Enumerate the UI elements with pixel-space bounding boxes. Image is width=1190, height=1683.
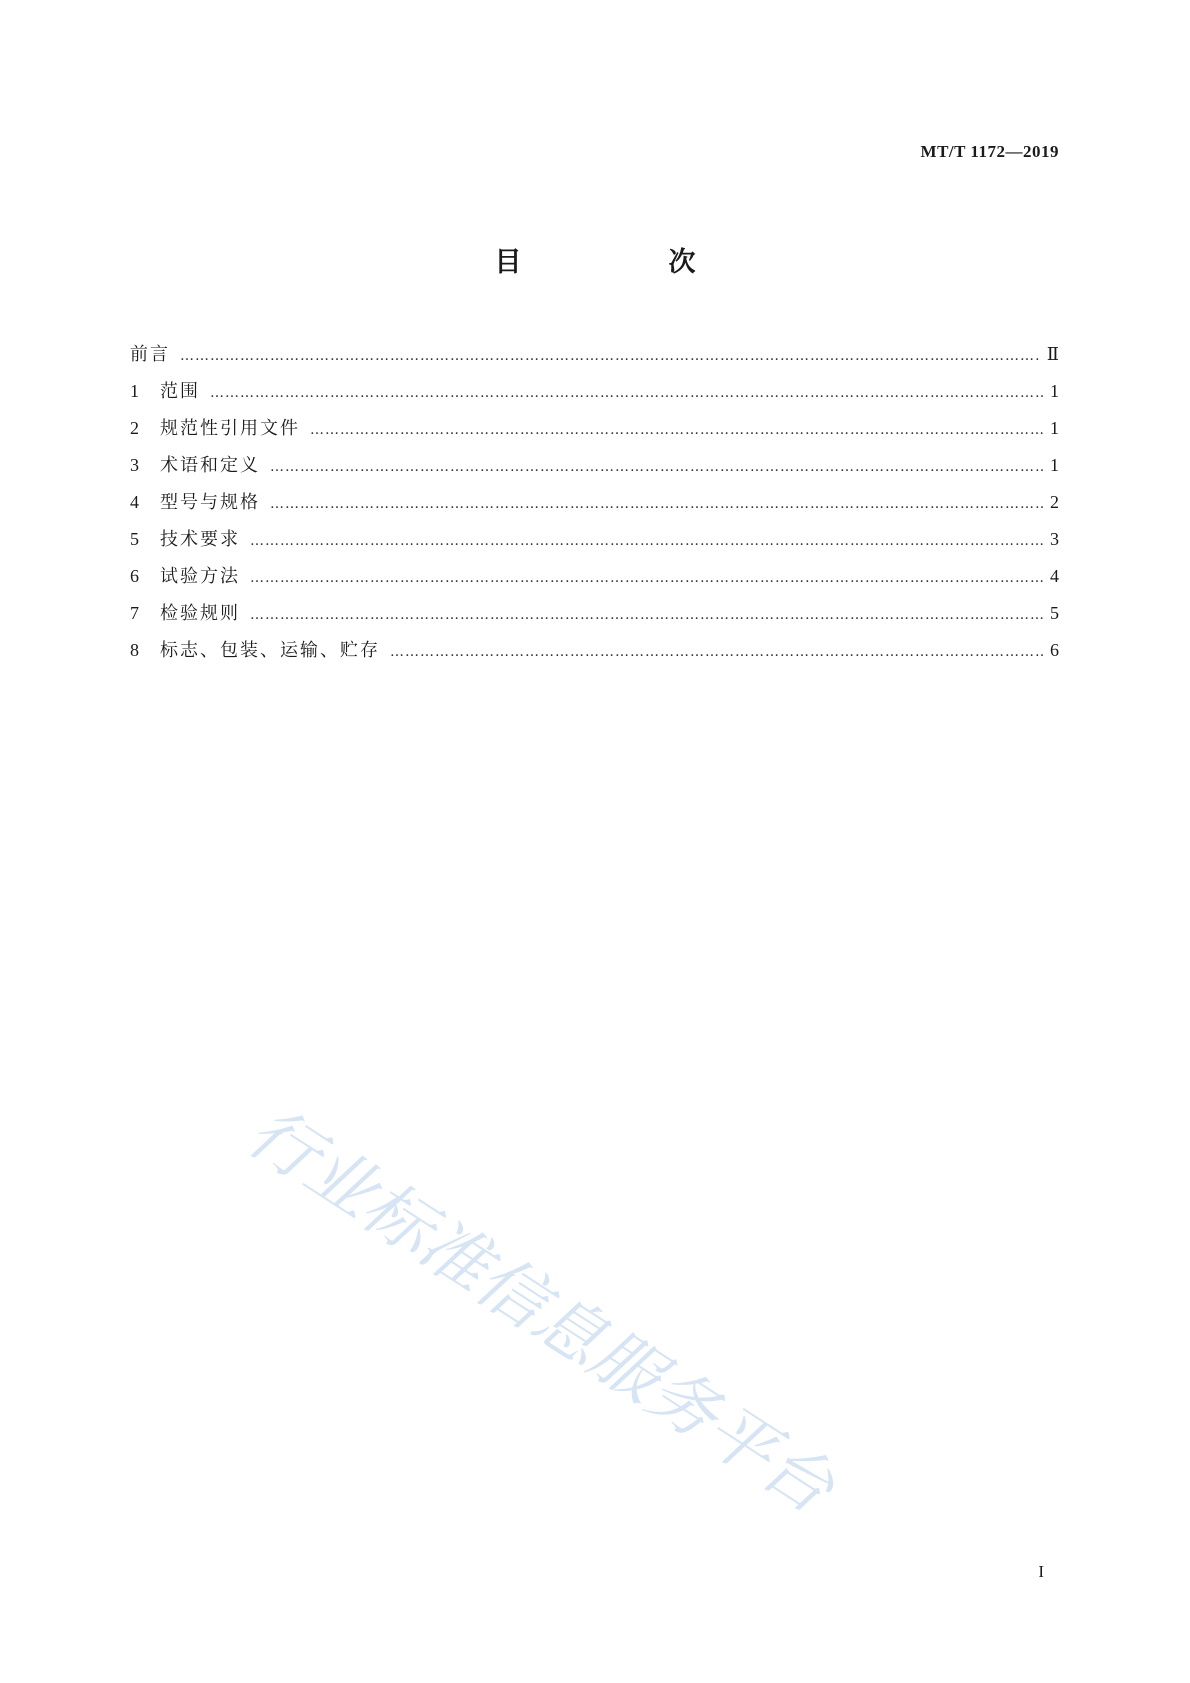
toc-entry-number: 4 bbox=[130, 492, 139, 512]
toc-entry-number: 3 bbox=[130, 455, 139, 475]
toc-entry-inspection-rules[interactable] bbox=[130, 599, 1059, 636]
toc-dot-leader bbox=[250, 570, 1044, 586]
toc-entry-label: 规范性引用文件 bbox=[160, 418, 300, 439]
toc-entry-number: 1 bbox=[130, 381, 139, 401]
toc-dot-leader bbox=[210, 385, 1044, 401]
toc-entry-page: 1 bbox=[1050, 381, 1059, 401]
toc-entry-number: 5 bbox=[130, 529, 139, 549]
toc-entry-page: 6 bbox=[1050, 640, 1059, 660]
toc-entry-foreword[interactable] bbox=[130, 340, 1059, 377]
toc-entry-label: 术语和定义 bbox=[160, 455, 260, 476]
toc-dot-leader bbox=[310, 422, 1044, 438]
toc-entry-terms-definitions[interactable] bbox=[130, 451, 1059, 488]
toc-entry-number: 6 bbox=[130, 566, 139, 586]
toc-entry-label: 前言 bbox=[130, 344, 170, 365]
toc-entry-number: 7 bbox=[130, 603, 139, 623]
toc-dot-leader bbox=[250, 533, 1044, 549]
toc-entry-page: Ⅱ bbox=[1046, 344, 1059, 364]
toc-entry-marking-packaging[interactable] bbox=[130, 636, 1059, 673]
table-of-contents bbox=[130, 340, 1059, 673]
toc-entry-label: 型号与规格 bbox=[160, 492, 260, 513]
toc-dot-leader bbox=[270, 459, 1044, 475]
toc-entry-models-specifications[interactable] bbox=[130, 488, 1059, 525]
toc-dot-leader bbox=[270, 496, 1044, 512]
toc-entry-normative-references[interactable] bbox=[130, 414, 1059, 451]
toc-entry-test-methods[interactable] bbox=[130, 562, 1059, 599]
toc-entry-label: 范围 bbox=[160, 381, 200, 402]
toc-entry-page: 5 bbox=[1050, 603, 1059, 623]
toc-entry-page: 2 bbox=[1050, 492, 1059, 512]
toc-dot-leader bbox=[390, 644, 1044, 660]
toc-entry-technical-requirements[interactable] bbox=[130, 525, 1059, 562]
toc-entry-page: 4 bbox=[1050, 566, 1059, 586]
toc-dot-leader bbox=[250, 607, 1044, 623]
toc-entry-label: 试验方法 bbox=[160, 566, 240, 587]
toc-entry-page: 1 bbox=[1050, 418, 1059, 438]
toc-entry-number: 2 bbox=[130, 418, 139, 438]
toc-entry-number: 8 bbox=[130, 640, 139, 660]
watermark: 行业标准信息服务平台 bbox=[233, 1092, 848, 1530]
toc-entry-page: 1 bbox=[1050, 455, 1059, 475]
toc-entry-page: 3 bbox=[1050, 529, 1059, 549]
toc-dot-leader bbox=[180, 348, 1041, 364]
toc-title: 目 次 bbox=[494, 247, 756, 278]
toc-entry-label: 标志、包装、运输、贮存 bbox=[160, 640, 380, 661]
toc-entry-label: 技术要求 bbox=[160, 529, 240, 550]
toc-entry-scope[interactable] bbox=[130, 377, 1059, 414]
document-code: MT/T 1172—2019 bbox=[920, 142, 1059, 161]
page-number: I bbox=[1038, 1562, 1044, 1581]
toc-entry-label: 检验规则 bbox=[160, 603, 240, 624]
